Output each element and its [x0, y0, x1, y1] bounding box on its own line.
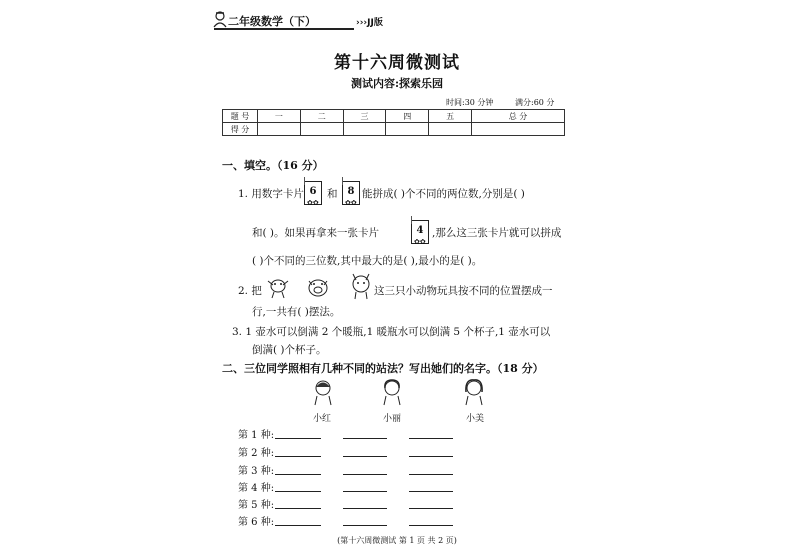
score-input-cell[interactable]	[386, 123, 429, 136]
page-title: 第十六周微测试	[334, 53, 460, 73]
number-card-6	[304, 181, 322, 205]
card-number: 8	[347, 186, 355, 197]
arrangement-label: 第 4 种:	[238, 483, 275, 494]
flower-icon: ✿✿	[345, 199, 357, 207]
girl-xiaohong-icon	[311, 378, 335, 410]
q1-line3: ( )个不同的三位数,其中最大的是( ),最小的是( )。	[252, 255, 483, 267]
section1-heading: 一、填空。（16 分）	[222, 159, 324, 172]
arrangement-label: 第 5 种:	[238, 500, 275, 511]
answer-blank[interactable]	[343, 479, 387, 492]
answer-blank[interactable]	[409, 462, 453, 475]
score-input-cell[interactable]	[258, 123, 301, 136]
score-cell: 总 分	[471, 110, 564, 123]
answer-blank[interactable]	[409, 479, 453, 492]
score-table-header-row	[223, 110, 565, 123]
answer-blank[interactable]	[343, 462, 387, 475]
q1-and: 和	[327, 188, 338, 200]
answer-blank[interactable]	[409, 444, 453, 457]
q1-text-b: 能拼成( )个不同的两位数,分别是( )	[362, 188, 525, 200]
section2-heading: 二、三位同学照相有几种不同的站法？写出她们的名字。（18 分）	[222, 362, 544, 375]
name-xiaomei: 小美	[466, 414, 485, 424]
score-input-cell[interactable]	[471, 123, 564, 136]
answer-blank[interactable]	[343, 496, 387, 509]
score-cell: 三	[343, 110, 386, 123]
answer-blank[interactable]	[275, 444, 321, 457]
q1-text-a: 1. 用数字卡片	[238, 188, 304, 200]
card-clip-icon	[304, 177, 307, 185]
bird-toy-icon	[265, 275, 291, 303]
name-xiaohong: 小红	[313, 414, 332, 424]
card-clip-icon	[342, 177, 345, 185]
q3-line2: 倒满( )个杯子。	[252, 344, 327, 356]
page-subtitle: 测试内容:探索乐园	[350, 77, 444, 90]
name-xiaoli: 小丽	[383, 414, 402, 424]
time-limit: 时间:30 分钟	[446, 98, 494, 107]
score-cell: 一	[258, 110, 301, 123]
arrangement-label: 第 1 种:	[238, 430, 275, 441]
full-score: 满分:60 分	[515, 98, 555, 107]
answer-blank[interactable]	[275, 513, 321, 526]
flower-icon: ✿✿	[307, 199, 319, 207]
q2-text-a: 2. 把	[238, 285, 262, 297]
answer-blank[interactable]	[275, 496, 321, 509]
header-edition: ›››JJ版	[356, 18, 383, 28]
arrangement-label: 第 6 种:	[238, 517, 275, 528]
answer-blank[interactable]	[409, 426, 453, 439]
pig-toy-icon	[305, 276, 331, 304]
answer-blank[interactable]	[343, 444, 387, 457]
q1-line2a: 和( )。如果再拿来一张卡片	[252, 227, 380, 239]
flower-icon: ✿✿	[414, 238, 426, 246]
score-table-score-row	[223, 123, 565, 136]
girl-xiaomei-icon	[462, 378, 486, 410]
answer-blank[interactable]	[275, 426, 321, 439]
answer-blank[interactable]	[409, 496, 453, 509]
score-cell: 二	[300, 110, 343, 123]
page-footer: (第十六周微测试 第 1 页 共 2 页)	[337, 536, 457, 545]
header-series: 二年级数学（下）	[228, 15, 316, 28]
score-cell: 五	[429, 110, 472, 123]
answer-blank[interactable]	[343, 513, 387, 526]
score-cell: 得 分	[223, 123, 258, 136]
answer-blank[interactable]	[343, 426, 387, 439]
cat-toy-icon	[348, 270, 374, 304]
girl-xiaoli-icon	[380, 378, 404, 410]
card-number: 4	[416, 225, 424, 236]
q1-line2b: ,那么这三张卡片就可以拼成	[432, 227, 562, 239]
answer-blank[interactable]	[275, 479, 321, 492]
score-table	[222, 109, 565, 136]
arrangement-label: 第 2 种:	[238, 448, 275, 459]
score-input-cell[interactable]	[300, 123, 343, 136]
arrangement-label: 第 3 种:	[238, 466, 275, 477]
score-input-cell[interactable]	[343, 123, 386, 136]
answer-blank[interactable]	[275, 462, 321, 475]
q2-text-b: 这三只小动物玩具按不同的位置摆成一	[374, 285, 553, 297]
card-number: 6	[309, 186, 317, 197]
q2-line2: 行,一共有( )摆法。	[252, 306, 341, 318]
number-card-8	[342, 181, 360, 205]
score-cell: 四	[386, 110, 429, 123]
number-card-4	[411, 220, 429, 244]
score-cell: 题 号	[223, 110, 258, 123]
score-input-cell[interactable]	[429, 123, 472, 136]
q3-line1: 3. 1 壶水可以倒满 2 个暖瓶,1 暖瓶水可以倒满 5 个杯子,1 壶水可以	[232, 326, 551, 338]
answer-blank[interactable]	[409, 513, 453, 526]
card-clip-icon	[411, 216, 414, 224]
